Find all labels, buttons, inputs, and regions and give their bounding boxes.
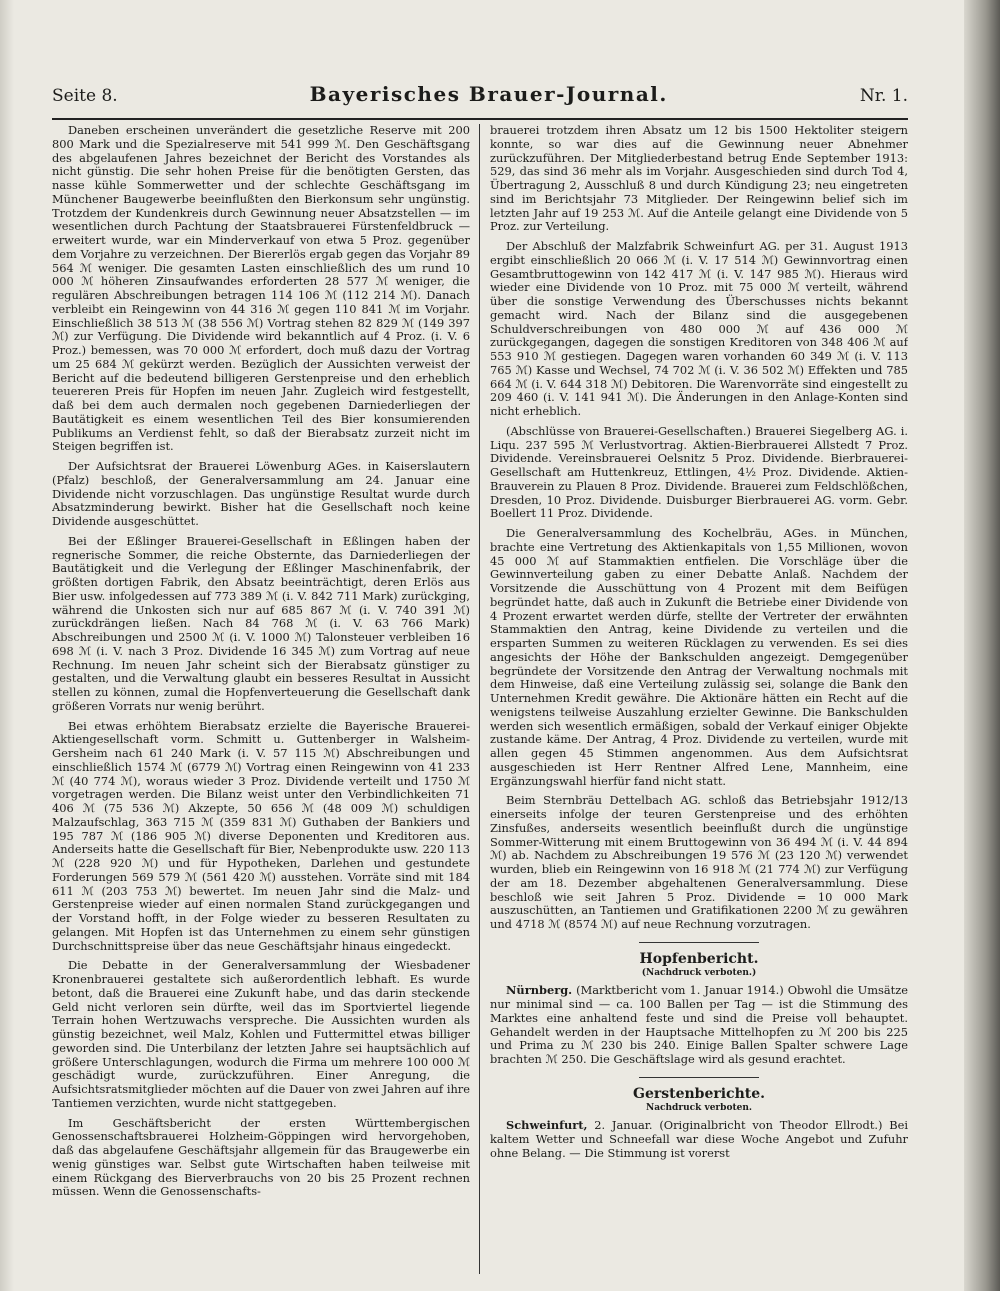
scan-binding-shadow [964, 0, 1000, 1291]
section-title-hopfen: Hopfenbericht. [639, 950, 759, 967]
report-text: (Marktbericht vom 1. Januar 1914.) Obwohl die Umsätze nur minimal sind — ca. 100 Ballen per Tag — ist die Stimmung des Marktes eine anhaltend feste und sind die Preise voll behauptet. Gehandelt werden in der Hauptsache Mittelhopfen zu ℳ 200 bis 225 und Prima zu ℳ 230 bis 240. Einige Ballen Spalter schwere Lage brachten ℳ 250. Die Geschäftslage wird als gesund erachtet. [490, 983, 908, 1066]
place-name: Nürnberg. [506, 983, 573, 998]
article-paragraph: Bei etwas erhöhtem Bierabsatz erzielte die Bayerische Brauerei-Aktiengesellschaft vorm. Schmitt u. Guttenberger in Walsheim-Gersheim nach 61 240 Mark (i. V. 57 115 ℳ) Abschreibungen und einschließlich 1574 ℳ (6779 ℳ) Vortrag einen Reingewinn von 41 233 ℳ (40 774 ℳ), woraus wieder 3 Proz. Dividende verteilt und 1750 ℳ vorgetragen werden. Die Bilanz weist unter den Verbindlichkeiten 71 406 ℳ (75 536 ℳ) Akzepte, 50 656 ℳ (48 009 ℳ) schuldigen Malzaufschlag, 363 715 ℳ (359 831 ℳ) Guthaben der Bankiers und 195 787 ℳ (186 905 ℳ) diverse Deponenten und Kreditoren aus. Anderseits hatte die Gesellschaft für Bier, Nebenprodukte usw. 220 113 ℳ (228 920 ℳ) und für Hypotheken, Darlehen und gestundete Forderungen 569 579 ℳ (561 420 ℳ) ausstehen. Vorräte sind mit 184 611 ℳ (203 753 ℳ) bewertet. Im neuen Jahr sind die Malz- und Gerstenpreise wieder auf einen normalen Stand zurückgegangen und der Vorstand hofft, in der Folge wieder zu besseren Resultaten zu gelangen. Mit Hopfen ist das Unternehmen zu einem sehr günstigen Durchschnittspreise über das neue Geschäftsjahr hinaus eingedeckt. [52, 718, 470, 953]
report-text: 2. Januar. (Originalbricht von Theodor Ellrodt.) Bei kaltem Wetter und Schneefall war diese Woche Angebot und Zufuhr ohne Belang. — Die Stimmung ist vorerst [490, 1118, 908, 1160]
page-number-label: Seite 8. [52, 86, 118, 106]
reprint-note: (Nachdruck verboten.) [641, 967, 757, 978]
reprint-note: Nachdruck verboten. [645, 1102, 753, 1113]
article-paragraph: Die Debatte in der Generalversammlung der Wiesbadener Kronenbrauerei gestaltete sich außerordentlich lebhaft. Es wurde betont, daß die Brauerei eine Zukunft habe, und das darin steckende Geld nicht verloren sein dürfte, weil das im Sportviertel liegende Terrain hohen Wertzuwachs verspreche. Die Aussichten wurden als günstig bezeichnet, weil Malz, Kohlen und Futtermittel etwas billiger geworden sind. Die Unterbilanz der letzten Jahre sei hauptsächlich auf größere Unterschlagungen, wodurch die Firma um mehrere 100 000 ℳ geschädigt wurde, zurückzuführen. Einer Anregung, die Aufsichtsratsmitglieder möchten auf die Dauer von zwei Jahren auf ihre Tantiemen verzichten, wurde nicht stattgegeben. [52, 958, 470, 1110]
article-paragraph: Bei der Eßlinger Brauerei-Gesellschaft in Eßlingen haben der regnerische Sommer, die reiche Obsternte, das Darniederliegen der Bautätigkeit und die Verlegung der Eßlinger Maschinenfabrik, der größten dortigen Fabrik, den Absatz beeinträchtigt, deren Erlös aus Bier usw. infolgedessen auf 773 389 ℳ (i. V. 842 711 Mark) zurückging, während die Unkosten sich nur auf 685 867 ℳ (i. V. 740 391 ℳ) zurückdrängen ließen. Nach 84 768 ℳ (i. V. 63 766 Mark) Abschreibungen und 2500 ℳ (i. V. 1000 ℳ) Talonsteuer verbleiben 16 698 ℳ (i. V. nach 3 Proz. Dividende 16 345 ℳ) zum Vortrag auf neue Rechnung. Im neuen Jahr scheint sich der Bierabsatz günstiger zu gestalten, und die Verwaltung glaubt ein besseres Resultat in Aussicht stellen zu können, zumal die Hopfenverteuerung die Gesellschaft dank größeren Vorrats nur wenig berührt. [52, 533, 470, 713]
article-paragraph: Beim Sternbräu Dettelbach AG. schloß das Betriebsjahr 1912/13 einerseits infolge der teuren Gerstenpreise und des erhöhten Zinsfußes, anderseits wesentlich beeinflußt durch die ungünstige Sommer-Witterung mit einem Bruttogewinn von 36 494 ℳ (i. V. 44 894 ℳ) ab. Nachdem zu Abschreibungen 19 576 ℳ (23 120 ℳ) verwendet wurden, blieb ein Reingewinn von 16 918 ℳ (21 774 ℳ) zur Verfügung der am 18. Dezember abgehaltenen Generalversammlung. Diese beschloß wie seit Jahren 5 Proz. Dividende = 10 000 Mark auszuschütten, an Tantiemen und Gratifikationen 2200 ℳ zu gewähren und 4718 ℳ (8574 ℳ) auf neue Rechnung vorzutragen. [490, 793, 908, 931]
market-report-hopfen [490, 984, 908, 1067]
issue-number-label: Nr. 1. [859, 86, 908, 106]
column-divider [479, 124, 480, 1274]
article-paragraph: Im Geschäftsbericht der ersten Württembergischen Genossenschaftsbrauerei Holzheim-Göppingen wird hervorgehoben, daß das abgelaufene Geschäftsjahr allgemein für das Braugewerbe ein wenig günstiges war. Selbst gute Wirtschaften haben teilweise mit einem Rückgang des Bierverbrauchs von 20 bis 25 Prozent rechnen müssen. Wenn die Genossenschafts- [52, 1115, 470, 1199]
section-separator [639, 942, 759, 943]
newspaper-page [52, 82, 908, 1282]
left-column [52, 124, 470, 1274]
article-paragraph: brauerei trotzdem ihren Absatz um 12 bis 1500 Hektoliter steigern konnte, so war dies auf die Gewinnung neuer Abnehmer zurückzuführen. Der Mitgliederbestand betrug Ende September 1913: 529, das sind 36 mehr als im Vorjahr. Ausgeschieden sind durch Tod 4, Übertragung 2, Ausschluß 8 und durch Kündigung 23; neu eingetreten sind im Berichtsjahr 73 Mitglieder. Der Reingewinn belief sich im letzten Jahr auf 19 253 ℳ. Auf die Anteile gelangt eine Dividende von 5 Proz. zur Verteilung. [490, 124, 908, 234]
section-title-gerste: Gerstenberichte. [632, 1085, 765, 1102]
article-paragraph: Die Generalversammlung des Kochelbräu, AGes. in München, brachte eine Vertretung des Aktienkapitals von 1,55 Millionen, wovon 45 000 ℳ auf Stammaktien entfielen. Die Vorschläge über die Gewinnverteilung gaben zu einer Debatte Anlaß. Nachdem der Vorsitzende die Ausschüttung von 4 Prozent mit dem Beifügen begründet hatte, daß auch in Zukunft die Betriebe einer Dividende von 4 Prozent erwartet werden dürfe, stellte der Vertreter der erwähnten Stammaktien den Antrag, keine Dividende zu verteilen und die ersparten Summen zu weiteren Rücklagen zu verwenden. Es sei dies angesichts der Höhe der Bankschulden angezeigt. Demgegenüber begründete der Vorsitzende den Antrag der Verwaltung nochmals mit dem Hinweise, daß eine Verteilung zulässig sei, solange die Bank den Unternehmen Kredit gewähre. Die Aktionäre hätten ein Recht auf die wenigstens teilweise Auszahlung erzielter Gewinne. Die Bankschulden werden sich wesentlich ermäßigen, sobald der Verkauf einiger Objekte zustande käme. Der Antrag, 4 Proz. Dividende zu verteilen, wurde mit allen gegen 45 Stimmen angenommen. Aus dem Aufsichtsrat ausgeschieden ist Herr Rentner Alfred Lene, Mannheim, eine Ergänzungswahl hierfür fand nicht statt. [490, 526, 908, 788]
market-report-gerste [490, 1119, 908, 1160]
scan-left-edge [0, 0, 14, 1291]
article-paragraph: Der Abschluß der Malzfabrik Schweinfurt AG. per 31. August 1913 ergibt einschließlich 20 066 ℳ (i. V. 17 514 ℳ) Gewinnvortrag einen Gesamtbruttogewinn von 142 417 ℳ (i. V. 147 985 ℳ). Hieraus wird wieder eine Dividende von 10 Proz. mit 75 000 ℳ verteilt, während über die sonstige Verwendung des Überschusses nichts bekannt gemacht wird. Nach der Bilanz sind die ausgegebenen Schuldverschreibungen von 480 000 ℳ auf 436 000 ℳ zurückgegangen, dagegen die sonstigen Kreditoren von 348 406 ℳ auf 553 910 ℳ gestiegen. Dagegen waren vorhanden 60 349 ℳ (i. V. 113 765 ℳ) Kasse und Wechsel, 74 702 ℳ (i. V. 36 502 ℳ) Effekten und 785 664 ℳ (i. V. 644 318 ℳ) Debitoren. Die Warenvorräte sind eingestellt zu 209 460 (i. V. 141 941 ℳ). Die Änderungen in den Anlage-Konten sind nicht erheblich. [490, 239, 908, 418]
header-rule [52, 118, 908, 120]
page-header [52, 82, 908, 116]
article-paragraph: (Abschlüsse von Brauerei-Gesellschaften.) Brauerei Siegelberg AG. i. Liqu. 237 595 ℳ Verlustvortrag. Aktien-Bierbrauerei Allstedt 7 Proz. Dividende. Vereinsbrauerei Oelsnitz 5 Proz. Dividende. Bierbrauerei-Gesellschaft am Huttenkreuz, Ettlingen, 4½ Proz. Dividende. Aktien-Brauverein zu Plauen 8 Proz. Dividende. Brauerei zum Feldschlößchen, Dresden, 10 Proz. Dividende. Duisburger Bierbrauerei AG. vorm. Gebr. Boellert 11 Proz. Dividende. [490, 423, 908, 521]
section-separator [639, 1077, 759, 1078]
right-column [490, 124, 908, 1274]
article-paragraph: Daneben erscheinen unverändert die gesetzliche Reserve mit 200 800 Mark und die Spezialreserve mit 541 999 ℳ. Den Geschäftsgang des abgelaufenen Jahres bezeichnet der Bericht des Vorstandes als nicht günstig. Die sehr hohen Preise für die benötigten Gersten, das nasse kühle Sommerwetter und der schlechte Geschäftsgang im Münchener Baugewerbe beeinflußten den Bierkonsum sehr ungünstig. Trotzdem der Kundenkreis durch Gewinnung neuer Absatzstellen — im wesentlichen durch Pachtung der Staatsbrauerei Fürstenfeldbruck — erweitert wurde, war ein Minderverkauf von etwa 5 Proz. gegenüber dem Vorjahre zu verzeichnen. Der Biererlös ergab gegen das Vorjahr 89 564 ℳ weniger. Die gesamten Lasten einschließlich des um rund 10 000 ℳ höheren Zinsaufwandes erforderten 28 577 ℳ weniger, die regulären Abschreibungen betragen 114 106 ℳ (112 214 ℳ). Danach verbleibt ein Reingewinn von 44 316 ℳ gegen 110 841 ℳ im Vorjahr. Einschließlich 38 513 ℳ (38 556 ℳ) Vortrag stehen 82 829 ℳ (149 397 ℳ) zur Verfügung. Die Dividende wird bekanntlich auf 4 Proz. (i. V. 6 Proz.) bemessen, was 70 000 ℳ erfordert, doch muß dazu der Vortrag um 25 684 ℳ gekürzt werden. Bezüglich der Aussichten verweist der Bericht auf die bedeutend billigeren Gerstenpreise und den erheblich teuereren Preis für Hopfen im neuen Jahr. Zugleich wird festgestellt, daß bei dem auch dermalen noch gegebenen Darniederliegen der Bautätigkeit es einem wesentlichen Teil des Bier konsumierenden Publikums an Verdienst fehlt, so daß der Bierabsatz zurzeit nicht im Steigen begriffen ist. [52, 124, 470, 454]
journal-title: Bayerisches Brauer-Journal. [309, 82, 668, 106]
article-paragraph: Der Aufsichtsrat der Brauerei Löwenburg AGes. in Kaiserslautern (Pfalz) beschloß, der Generalversammlung am 24. Januar eine Dividende nicht vorzuschlagen. Das ungünstige Resultat wurde durch Absatzminderung bewirkt. Bisher hat die Gesellschaft noch keine Dividende ausgeschüttet. [52, 459, 470, 528]
place-name: Schweinfurt, [506, 1118, 588, 1133]
